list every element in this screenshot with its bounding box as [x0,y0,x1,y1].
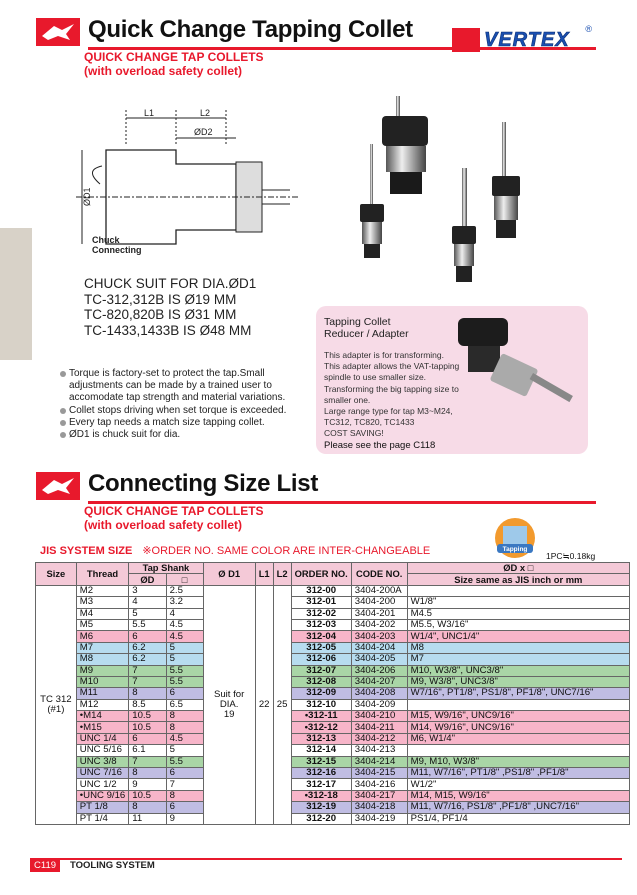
thread-cell: UNC 1/4 [76,733,128,744]
shank-square-cell: 5 [166,654,203,665]
same-size-cell: M14, M15, W9/16" [407,790,629,801]
header-od: ØD [129,574,166,585]
side-thumbnail-image [0,228,32,360]
same-size-cell: M9, M10, W3/8" [407,756,629,767]
thread-cell: M6 [76,631,128,642]
shank-square-cell: 6 [166,802,203,813]
thread-cell: M9 [76,665,128,676]
see-page-link: Please see the page C118 [324,439,436,451]
suit-line: CHUCK SUIT FOR DIA.ØD1 [84,276,257,291]
code-no-cell: 3404-204 [351,642,407,653]
shank-square-cell: 2.5 [166,585,203,596]
reducer-product-image [444,310,584,450]
same-size-cell: M9, W3/8", UNC3/8" [407,676,629,687]
code-no-cell: 3404-202 [351,619,407,630]
table-row [36,711,630,722]
brand-name: VERTEX [484,29,570,51]
bullet-text: Collet stops driving when set torque is exceeded. [69,404,287,416]
table-row [36,813,630,824]
same-size-cell: W1/8" [407,597,629,608]
thread-cell: UNC 3/8 [76,756,128,767]
shank-square-cell: 8 [166,711,203,722]
order-no-cell: 312-10 [291,699,351,710]
subtitle-line-1: QUICK CHANGE TAP COLLETS [84,50,264,64]
table-row [36,779,630,790]
reducer-title-line-1: Tapping Collet [324,316,391,328]
code-no-cell: 3404-205 [351,654,407,665]
dim-d2: ØD2 [194,127,213,137]
code-no-cell: 3404-207 [351,676,407,687]
code-no-cell: 3404-208 [351,688,407,699]
code-no-cell: 3404-215 [351,768,407,779]
shank-diameter-cell: 6 [129,631,166,642]
jis-label: JIS SYSTEM SIZE [40,545,133,557]
order-no-cell: 312-05 [291,642,351,653]
same-size-cell [407,745,629,756]
bullet-text: Every tap needs a match size tapping collet. [69,416,265,428]
footer-section: TOOLING SYSTEM [70,860,155,871]
same-size-cell: M11, W7/16, PS1/8" ,PF1/8" ,UNC7/16" [407,802,629,813]
table-row [36,585,630,596]
shank-square-cell: 6.5 [166,699,203,710]
bullet-text: Torque is factory-set to protect the tap.Small [69,368,265,379]
order-no-cell: 312-00 [291,585,351,596]
section-title: Quick Change Tapping Collet [88,16,413,43]
connecting-label: Connecting [92,245,142,255]
code-no-cell: 3404-201 [351,608,407,619]
header-same-size: Size same as JIS inch or mm [407,574,629,585]
shank-diameter-cell: 6.1 [129,745,166,756]
order-no-cell: 312-16 [291,768,351,779]
table-row [36,642,630,653]
order-no-cell: 312-02 [291,608,351,619]
reducer-desc-line: COST SAVING! [324,428,384,439]
header-l2: L2 [273,563,291,586]
header-thread: Thread [76,563,128,586]
jis-system-label [40,544,430,557]
eagle-logo-icon [36,18,80,46]
same-size-cell [407,699,629,710]
header-l1: L1 [255,563,273,586]
thread-cell: M11 [76,688,128,699]
same-size-cell: M10, W3/8", UNC3/8" [407,665,629,676]
brand-mark-icon [452,28,480,52]
shank-square-cell: 4 [166,608,203,619]
shank-square-cell: 7 [166,779,203,790]
reducer-desc-line: This adapter allows the VAT-tapping [324,361,460,372]
same-size-cell: PS1/4, PF1/4 [407,813,629,824]
thread-cell: M5 [76,619,128,630]
thread-cell: •M15 [76,722,128,733]
thread-cell: UNC 1/2 [76,779,128,790]
table-row [36,756,630,767]
thread-cell: •UNC 9/16 [76,790,128,801]
header-d1: Ø D1 [203,563,255,586]
shank-diameter-cell: 3 [129,585,166,596]
same-size-cell: W1/4", UNC1/4" [407,631,629,642]
table-row [36,597,630,608]
subtitle-line-2: (with overload safety collet) [84,518,243,532]
collet-product-photo [352,92,548,292]
bullet-item [60,405,310,417]
table-row [36,665,630,676]
code-no-cell: 3404-209 [351,699,407,710]
shank-diameter-cell: 5.5 [129,619,166,630]
order-no-cell: 312-14 [291,745,351,756]
tapping-badge-label: Tapping [502,546,528,553]
order-no-cell: •312-12 [291,722,351,733]
order-no-cell: 312-19 [291,802,351,813]
thread-cell: M7 [76,642,128,653]
same-size-cell [407,585,629,596]
shank-square-cell: 4.5 [166,733,203,744]
table-row [36,608,630,619]
shank-square-cell: 5 [166,745,203,756]
shank-diameter-cell: 5 [129,608,166,619]
code-no-cell: 3404-216 [351,779,407,790]
table-row [36,768,630,779]
table-row [36,631,630,642]
shank-square-cell: 8 [166,722,203,733]
collet-technical-drawing [76,106,298,258]
order-no-cell: 312-03 [291,619,351,630]
header-size: Size [36,563,77,586]
dim-l1: L1 [144,108,155,118]
shank-diameter-cell: 10.5 [129,722,166,733]
table-row [36,802,630,813]
same-size-cell: M7 [407,654,629,665]
bullet-item [60,417,310,429]
thread-cell: M2 [76,585,128,596]
code-no-cell: 3404-212 [351,733,407,744]
bullet-text: ØD1 is chuck suit for dia. [69,429,181,441]
reducer-desc-line: spindle to use smaller size. [324,372,427,383]
reducer-title-line-2: Reducer / Adapter [324,328,409,340]
thread-cell: M3 [76,597,128,608]
registered-mark: ® [585,24,592,34]
d1-cell: Suit for DIA. 19 [203,585,255,824]
code-no-cell: 3404-211 [351,722,407,733]
subtitle-line-2: (with overload safety collet) [84,64,243,78]
weight-note: 1PC≒0.18kg [546,551,596,561]
same-size-cell: M8 [407,642,629,653]
shank-diameter-cell: 10.5 [129,711,166,722]
shank-square-cell: 5.5 [166,665,203,676]
shank-square-cell: 6 [166,768,203,779]
shank-diameter-cell: 7 [129,665,166,676]
shank-diameter-cell: 8 [129,688,166,699]
vertex-brand-logo [452,24,592,52]
suit-line: TC-312,312B IS Ø19 MM [84,291,237,307]
same-size-cell: M14, W9/16", UNC9/16" [407,722,629,733]
code-no-cell: 3404-219 [351,813,407,824]
header-order-no: ORDER NO. [291,563,351,586]
table-row [36,733,630,744]
shank-diameter-cell: 6.2 [129,642,166,653]
same-size-cell: M6, W1/4" [407,733,629,744]
shank-square-cell: 6 [166,688,203,699]
order-no-cell: 312-09 [291,688,351,699]
same-size-cell: M4.5 [407,608,629,619]
section-title: Connecting Size List [88,470,319,497]
table-row [36,790,630,801]
feature-bullets [60,368,310,441]
thread-cell: UNC 7/16 [76,768,128,779]
dim-l2: L2 [200,108,211,118]
reducer-desc-line: smaller one. [324,394,371,405]
shank-diameter-cell: 8 [129,802,166,813]
shank-square-cell: 4.5 [166,619,203,630]
reducer-desc-line: Large range type for tap M3~M24, [324,406,453,417]
shank-square-cell: 5 [166,642,203,653]
suit-line: TC-820,820B IS Ø31 MM [84,307,237,322]
shank-square-cell: 8 [166,790,203,801]
code-no-cell: 3404-200 [351,597,407,608]
same-size-cell: W7/16", PT1/8", PS1/8", PF1/8", UNC7/16" [407,688,629,699]
order-no-cell: 312-20 [291,813,351,824]
shank-square-cell: 4.5 [166,631,203,642]
shank-square-cell: 9 [166,813,203,824]
tapping-badge-icon [492,516,538,560]
table-row [36,676,630,687]
code-no-cell: 3404-214 [351,756,407,767]
order-no-cell: •312-18 [291,790,351,801]
shank-diameter-cell: 8 [129,768,166,779]
shank-square-cell: 5.5 [166,676,203,687]
shank-diameter-cell: 9 [129,779,166,790]
reducer-title [324,316,409,340]
interchangeable-note: ※ORDER NO. SAME COLOR ARE INTER-CHANGEABLE [142,545,431,557]
chuck-label: Chuck [92,235,120,245]
same-size-cell: M15, W9/16", UNC9/16" [407,711,629,722]
l2-cell: 25 [273,585,291,824]
order-no-cell: 312-06 [291,654,351,665]
page-footer [30,858,622,870]
code-no-cell: 3404-203 [351,631,407,642]
shank-diameter-cell: 6 [129,733,166,744]
section-header-2 [36,470,596,504]
subtitle-line-1: QUICK CHANGE TAP COLLETS [84,504,264,518]
reducer-adapter-box [316,306,588,454]
header-code-no: CODE NO. [351,563,407,586]
table-row [36,745,630,756]
table-row [36,699,630,710]
same-size-cell: M11, W7/16", PT1/8" ,PS1/8" ,PF1/8" [407,768,629,779]
shank-square-cell: 5.5 [166,756,203,767]
page-number: C119 [30,860,60,872]
section-subtitle [84,504,264,532]
order-no-cell: 312-17 [291,779,351,790]
eagle-logo-icon [36,472,80,500]
section-subtitle [84,50,264,78]
shank-square-cell: 3.2 [166,597,203,608]
table-row [36,619,630,630]
thread-cell: PT 1/8 [76,802,128,813]
same-size-cell: M5.5, W3/16" [407,619,629,630]
thread-cell: M8 [76,654,128,665]
code-no-cell: 3404-217 [351,790,407,801]
table-row [36,722,630,733]
bullet-item [60,368,310,405]
l1-cell: 22 [255,585,273,824]
shank-diameter-cell: 8.5 [129,699,166,710]
thread-cell: UNC 5/16 [76,745,128,756]
bullet-text: adjustments can be made by a trained user to [69,380,272,392]
thread-cell: M10 [76,676,128,687]
order-no-cell: 312-15 [291,756,351,767]
thread-cell: M4 [76,608,128,619]
size-cell: TC 312 (#1) [36,585,77,824]
shank-diameter-cell: 7 [129,756,166,767]
code-no-cell: 3404-213 [351,745,407,756]
table-row [36,688,630,699]
order-no-cell: 312-08 [291,676,351,687]
header-square: □ [166,574,203,585]
thread-cell: M12 [76,699,128,710]
thread-cell: •M14 [76,711,128,722]
dim-d1: ØD1 [82,187,92,206]
shank-diameter-cell: 7 [129,676,166,687]
chuck-suit-info [84,276,256,338]
shank-diameter-cell: 6.2 [129,654,166,665]
code-no-cell: 3404-206 [351,665,407,676]
thread-cell: PT 1/4 [76,813,128,824]
code-no-cell: 3404-218 [351,802,407,813]
suit-line: TC-1433,1433B IS Ø48 MM [84,322,252,338]
bullet-text: accomodate tap strength and material variations. [69,392,286,404]
table-body [36,585,630,824]
header-tap-shank: Tap Shank [129,563,203,574]
header-od-sq: ØD x □ [407,563,629,574]
shank-diameter-cell: 11 [129,813,166,824]
order-no-cell: 312-13 [291,733,351,744]
code-no-cell: 3404-200A [351,585,407,596]
order-no-cell: 312-07 [291,665,351,676]
bullet-item [60,429,310,441]
same-size-cell: W1/2" [407,779,629,790]
reducer-desc-line: TC312, TC820, TC1433 [324,417,415,428]
order-no-cell: •312-11 [291,711,351,722]
order-no-cell: 312-01 [291,597,351,608]
reducer-desc-line: This adapter is for transforming. [324,350,444,360]
reducer-desc-line: Transforming the big tapping size to [324,383,459,394]
order-no-cell: 312-04 [291,631,351,642]
code-no-cell: 3404-210 [351,711,407,722]
shank-diameter-cell: 4 [129,597,166,608]
shank-diameter-cell: 10.5 [129,790,166,801]
connecting-size-table [35,562,630,825]
table-row [36,654,630,665]
